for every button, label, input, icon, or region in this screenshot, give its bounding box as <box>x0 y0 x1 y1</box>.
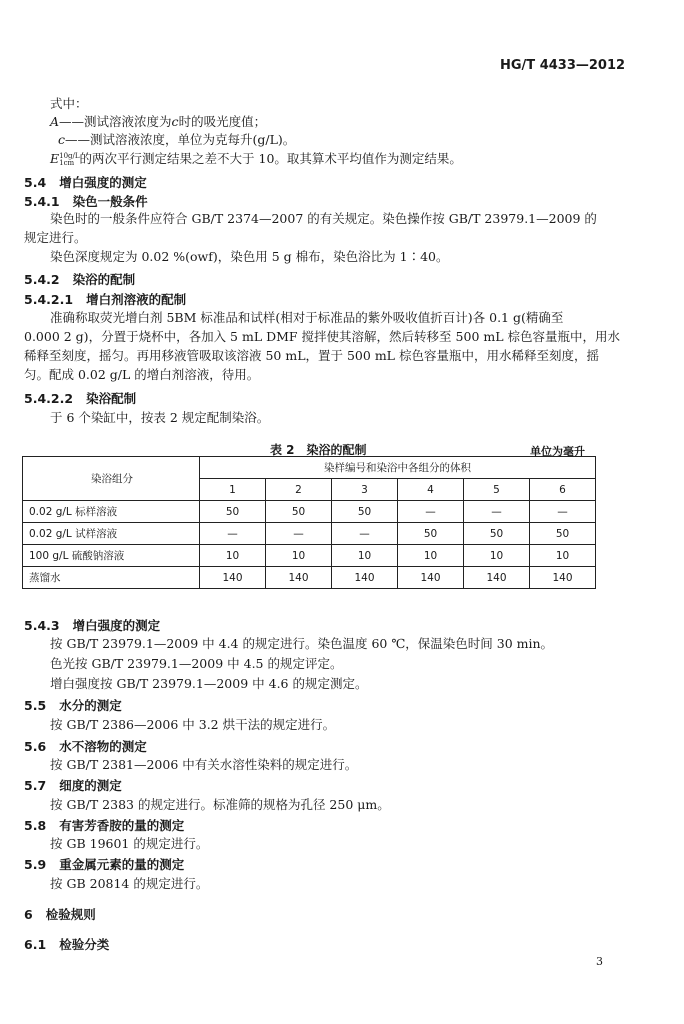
para-5-9: 按 GB 20814 的规定进行。 <box>50 876 209 891</box>
para-5-5: 按 GB/T 2386—2006 中 3.2 烘干法的规定进行。 <box>50 717 336 732</box>
table-cell: 10 <box>266 545 332 567</box>
row-label: 蒸馏水 <box>23 567 200 589</box>
c-desc: ——测试溶液浓度，单位为克每升(g/L)。 <box>65 132 296 147</box>
para-5-4-3-b: 色光按 GB/T 23979.1—2009 中 4.5 的规定评定。 <box>50 656 343 671</box>
heading-5-4-2: 5.4.2 染浴的配制 <box>24 272 136 287</box>
para-5-4-1-b: 规定进行。 <box>24 230 87 245</box>
para-5-4-2-1-l3: 稀释至刻度，摇匀。再用移液管吸取该溶液 50 mL，置于 500 mL 棕色容量瓶中，用水稀释至刻度，摇 <box>24 348 599 363</box>
para-5-8: 按 GB 19601 的规定进行。 <box>50 836 209 851</box>
table-cell: 140 <box>200 567 266 589</box>
a-desc2: 时的吸光度值； <box>178 114 267 129</box>
para-5-4-2-1-l2: 0.000 2 g)，分置于烧杯中，各加入 5 mL DMF 搅拌使其溶解，然后转移至 500 mL 棕色容量瓶中，用水 <box>24 329 620 344</box>
table-group-header: 染浴组分 <box>23 457 200 501</box>
formula-e-line <box>50 150 462 168</box>
heading-5-5: 5.5 水分的测定 <box>24 698 122 713</box>
table-cell: — <box>332 523 398 545</box>
heading-5-4-1: 5.4.1 染色一般条件 <box>24 194 148 209</box>
table-cell: 10 <box>332 545 398 567</box>
para-5-4-1-a: 染色时的一般条件应符合 GB/T 2374—2007 的有关规定。染色操作按 GB/T 23979.1—2009 的 <box>50 211 597 226</box>
table-cell: 140 <box>332 567 398 589</box>
table-caption: 表 2 染浴的配制 <box>270 443 367 457</box>
table-row <box>23 523 596 545</box>
table-cell: — <box>464 501 530 523</box>
symbol-a: A <box>50 114 60 129</box>
heading-5-4-3: 5.4.3 增白强度的测定 <box>24 618 161 633</box>
row-label: 100 g/L 硫酸钠溶液 <box>23 545 200 567</box>
heading-5-9: 5.9 重金属元素的量的测定 <box>24 857 185 872</box>
heading-5-7: 5.7 细度的测定 <box>24 778 122 793</box>
table-cell: 50 <box>398 523 464 545</box>
page-number: 3 <box>596 955 603 968</box>
symbol-e: E <box>50 151 60 166</box>
table-row <box>23 567 596 589</box>
table-cell: 50 <box>266 501 332 523</box>
para-5-7: 按 GB/T 2383 的规定进行。标准筛的规格为孔径 250 μm。 <box>50 797 390 812</box>
table-cell: — <box>398 501 464 523</box>
table-cell: — <box>200 523 266 545</box>
heading-5-4-2-1: 5.4.2.1 增白剂溶液的配制 <box>24 292 187 307</box>
bath-table <box>22 456 596 589</box>
table-cell: 140 <box>266 567 332 589</box>
table-cell: 140 <box>398 567 464 589</box>
heading-6-1: 6.1 检验分类 <box>24 937 110 952</box>
para-5-4-3-a: 按 GB/T 23979.1—2009 中 4.4 的规定进行。染色温度 60 ℃，保温染色时间 30 min。 <box>50 636 554 651</box>
heading-5-6: 5.6 水不溶物的测定 <box>24 739 147 754</box>
column-header: 5 <box>464 479 530 501</box>
para-5-4-2-1-l1: 准确称取荧光增白剂 5BM 标准品和试样(相对于标准品的紫外吸收值折百计)各 0.1 g(精确至 <box>50 310 564 325</box>
table-cell: 140 <box>530 567 596 589</box>
table-row <box>23 545 596 567</box>
table-cell: 50 <box>332 501 398 523</box>
e-subscript: 1cm <box>59 158 75 167</box>
heading-6: 6 检验规则 <box>24 907 96 922</box>
symbol-c-inline: c <box>171 114 179 129</box>
column-header: 4 <box>398 479 464 501</box>
e-desc: 的两次平行测定结果之差不大于 10。取其算术平均值作为测定结果。 <box>79 151 462 166</box>
table-cell: 10 <box>464 545 530 567</box>
formula-c-line <box>58 131 295 149</box>
table-cell: 50 <box>464 523 530 545</box>
para-5-6: 按 GB/T 2381—2006 中有关水溶性染料的规定进行。 <box>50 757 358 772</box>
para-5-4-1-c: 染色深度规定为 0.02 %(owf)，染色用 5 g 棉布，染色浴比为 1∶40。 <box>50 249 449 264</box>
para-5-4-2-1-l4: 匀。配成 0.02 g/L 的增白剂溶液，待用。 <box>24 367 260 382</box>
heading-5-4: 5.4 增白强度的测定 <box>24 175 147 190</box>
table-cell: 10 <box>398 545 464 567</box>
table-cell: 10 <box>200 545 266 567</box>
table-cell: 10 <box>530 545 596 567</box>
row-label: 0.02 g/L 标样溶液 <box>23 501 200 523</box>
table-unit: 单位为毫升 <box>530 445 585 458</box>
table-cell: — <box>266 523 332 545</box>
column-header: 6 <box>530 479 596 501</box>
heading-5-4-2-2: 5.4.2.2 染浴配制 <box>24 391 137 406</box>
table-span-header: 染样编号和染浴中各组分的体积 <box>200 457 596 479</box>
symbol-c: c <box>58 132 66 147</box>
table-cell: 50 <box>200 501 266 523</box>
row-label: 0.02 g/L 试样溶液 <box>23 523 200 545</box>
para-5-4-3-c: 增白强度按 GB/T 23979.1—2009 中 4.6 的规定测定。 <box>50 676 368 691</box>
table-row <box>23 501 596 523</box>
e-superscript: 10g/L <box>59 151 80 160</box>
formula-a-line <box>50 113 266 131</box>
column-header: 1 <box>200 479 266 501</box>
table-cell: — <box>530 501 596 523</box>
a-desc: ——测试溶液浓度为 <box>59 114 172 129</box>
column-header: 2 <box>266 479 332 501</box>
table-cell: 140 <box>464 567 530 589</box>
column-header: 3 <box>332 479 398 501</box>
standard-number: HG/T 4433—2012 <box>500 58 626 73</box>
heading-5-8: 5.8 有害芳香胺的量的测定 <box>24 818 185 833</box>
table-cell: 50 <box>530 523 596 545</box>
formula-where: 式中： <box>50 96 88 111</box>
para-5-4-2-2: 于 6 个染缸中，按表 2 规定配制染浴。 <box>50 410 270 425</box>
